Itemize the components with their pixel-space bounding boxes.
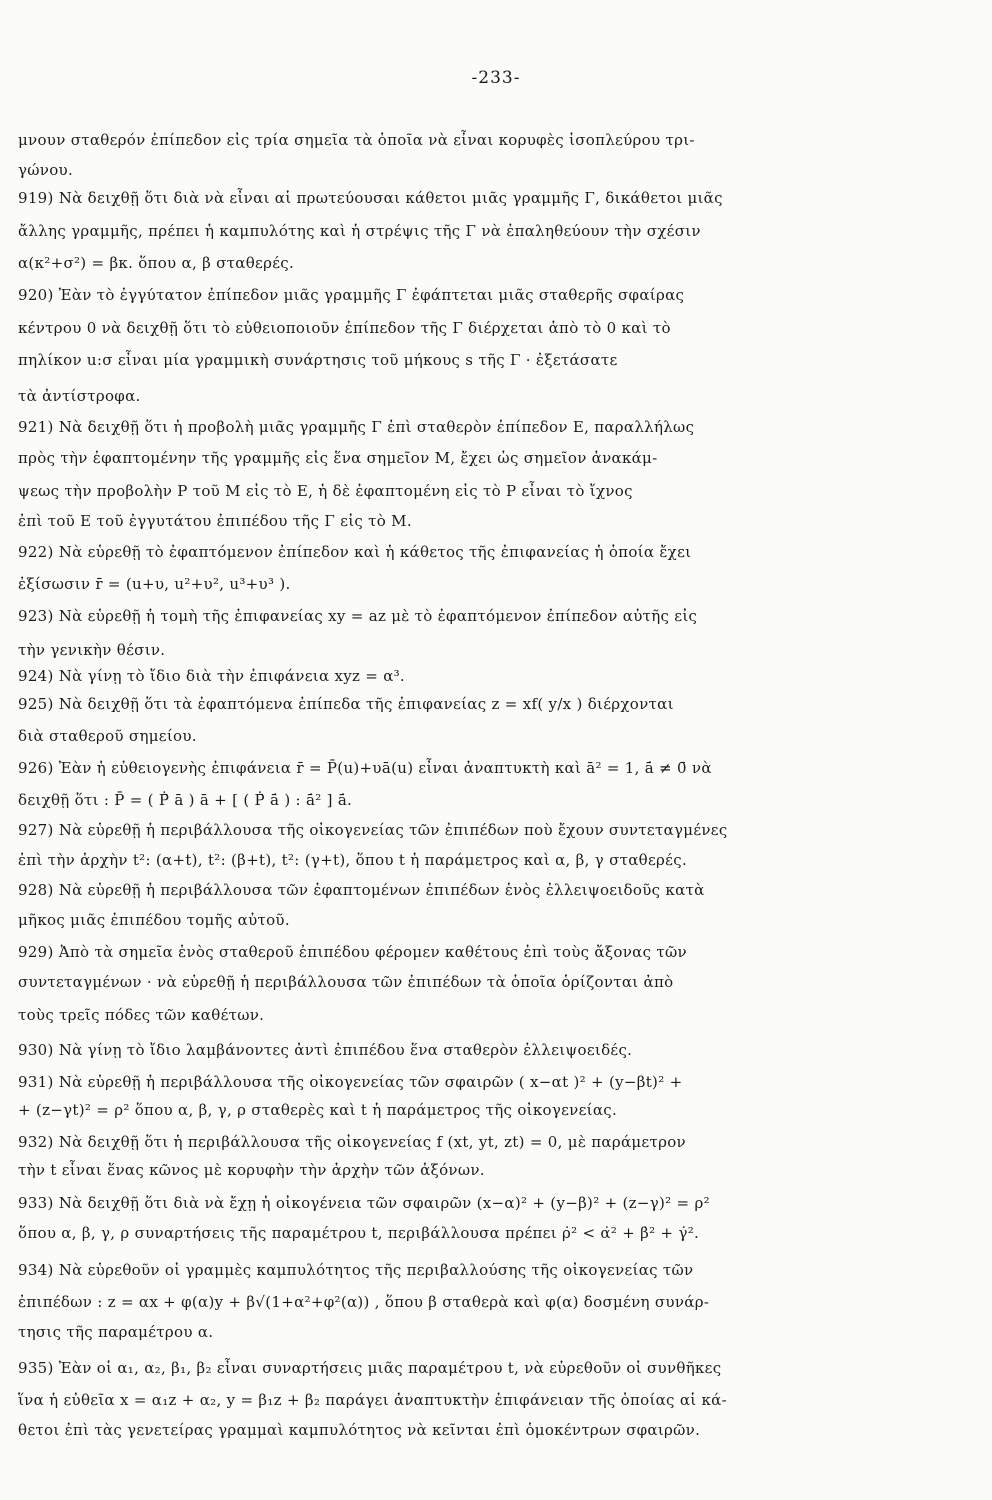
text-line: ἐπιπέδων : z = αx + φ(α)y + β√(1+α²+φ²(α)) , ὅπου β σταθερὰ καὶ φ(α) δοσμένη συνάρ- [18,1293,710,1311]
text-line: 931) Νὰ εὑρεθῇ ἡ περιβάλλουσα τῆς οἰκογενείας τῶν σφαιρῶν ( x−αt )² + (y−βt)² + [18,1073,683,1091]
text-line: δειχθῇ ὅτι : P̄ = ( Ṗ̄ ā ) ā + [ ( Ṗ̄ ā̇ ) : ā̇² ] ā̇. [18,791,353,809]
text-line: 926) Ἐὰν ἡ εὐθειογενὴς ἐπιφάνεια r̄ = P̄(u)+υā(u) εἶναι ἀναπτυκτὴ καὶ ā² = 1, ā̇ ≠ 0̄ νὰ [18,759,712,777]
text-line: τὴν t εἶναι ἕνας κῶνος μὲ κορυφὴν τὴν ἀρχὴν τῶν ἀξόνων. [18,1161,485,1179]
text-line: κέντρου 0 νὰ δειχθῇ ὅτι τὸ εὐθειοποιοῦν ἐπίπεδον τῆς Γ διέρχεται ἀπὸ τὸ 0 καὶ τὸ [18,319,671,337]
text-line: ἐπὶ τοῦ Ε τοῦ ἐγγυτάτου ἐπιπέδου τῆς Γ εἰς τὸ Μ. [18,512,412,530]
text-line: ἐξίσωσιν r̄ = (u+υ, u²+υ², u³+υ³ ). [18,575,291,593]
text-line: μνουν σταθερόν ἐπίπεδον εἰς τρία σημεῖα τὰ ὁποῖα νὰ εἶναι κορυφὲς ἰσοπλεύρου τρι- [18,131,695,149]
text-line: 925) Νὰ δειχθῇ ὅτι τὰ ἐφαπτόμενα ἐπίπεδα τῆς ἐπιφανείας z = xf( y/x ) διέρχονται [18,695,674,713]
text-line: + (z−γt)² = ρ² ὅπου α, β, γ, ρ σταθερὲς καὶ t ἡ παράμετρος τῆς οἰκογενείας. [18,1101,618,1119]
text-line: 920) Ἐὰν τὸ ἐγγύτατον ἐπίπεδον μιᾶς γραμμῆς Γ ἐφάπτεται μιᾶς σταθερῆς σφαίρας [18,286,685,304]
text-line: μῆκος μιᾶς ἐπιπέδου τομῆς αὐτοῦ. [18,911,290,929]
text-line: 921) Νὰ δειχθῇ ὅτι ἡ προβολὴ μιᾶς γραμμῆς Γ ἐπὶ σταθερὸν ἐπίπεδον Ε, παραλλήλως [18,418,695,436]
text-line: ἄλλης γραμμῆς, πρέπει ἡ καμπυλότης καὶ ἡ στρέψις τῆς Γ νὰ ἐπαληθεύουν τὴν σχέσιν [18,222,701,240]
text-line: 930) Νὰ γίνῃ τὸ ἴδιο λαμβάνοντες ἀντὶ ἐπιπέδου ἕνα σταθερὸν ἐλλειψοειδές. [18,1041,633,1059]
text-line: 934) Νὰ εὑρεθοῦν οἱ γραμμὲς καμπυλότητος τῆς περιβαλλούσης τῆς οἰκογενείας τῶν [18,1261,694,1279]
text-line: 924) Νὰ γίνῃ τὸ ἴδιο διὰ τὴν ἐπιφάνεια xyz = α³. [18,667,406,685]
text-line: 923) Νὰ εὑρεθῇ ἡ τομὴ τῆς ἐπιφανείας xy = az μὲ τὸ ἐφαπτόμενον ἐπίπεδον αὐτῆς εἰς [18,607,698,625]
text-line: 919) Νὰ δειχθῇ ὅτι διὰ νὰ εἶναι αἱ πρωτεύουσαι κάθετοι μιᾶς γραμμῆς Γ, δικάθετοι μιᾶς [18,189,723,207]
text-line: 935) Ἐὰν οἱ α₁, α₂, β₁, β₂ εἶναι συναρτήσεις μιᾶς παραμέτρου t, νὰ εὑρεθοῦν οἱ συνθῆκες [18,1359,722,1377]
text-line: 932) Νὰ δειχθῇ ὅτι ἡ περιβάλλουσα τῆς οἰκογενείας f (xt, yt, zt) = 0, μὲ παράμετρον [18,1133,686,1151]
text-line: ἵνα ἡ εὐθεῖα x = α₁z + α₂, y = β₁z + β₂ παράγει ἀναπτυκτὴν ἐπιφάνειαν τῆς ὁποίας αἱ κά- [18,1391,727,1409]
text-line: γώνου. [18,161,74,179]
text-line: 927) Νὰ εὑρεθῇ ἡ περιβάλλουσα τῆς οἰκογενείας τῶν ἐπιπέδων ποὺ ἔχουν συντεταγμένες [18,821,728,839]
text-line: συντεταγμένων · νὰ εὑρεθῇ ἡ περιβάλλουσα τῶν ἐπιπέδων τὰ ὁποῖα ὁρίζονται ἀπὸ [18,973,674,991]
text-line: πηλίκον u:σ εἶναι μία γραμμικὴ συνάρτησις τοῦ μήκους s τῆς Γ · ἐξετάσατε [18,351,618,369]
text-line: διὰ σταθεροῦ σημείου. [18,727,197,745]
text-line: 929) Ἀπὸ τὰ σημεῖα ἑνὸς σταθεροῦ ἐπιπέδου φέρομεν καθέτους ἐπὶ τοὺς ἄξονας τῶν [18,943,687,961]
text-line: τὴν γενικὴν θέσιν. [18,641,166,659]
text-line: ἐπὶ τὴν ἀρχὴν t²: (α+t), t²: (β+t), t²: (γ+t), ὅπου t ἡ παράμετρος καὶ α, β, γ σταθερές. [18,851,688,869]
page-number: -233- [471,68,521,88]
text-line: ὅπου α, β, γ, ρ συναρτήσεις τῆς παραμέτρου t, περιβάλλουσα πρέπει ρ̇² < α̇² + β̇² + γ̇². [18,1224,700,1242]
text-line: τησις τῆς παραμέτρου α. [18,1323,214,1341]
text-line: τὰ ἀντίστροφα. [18,387,141,405]
text-line: τοὺς τρεῖς πόδες τῶν καθέτων. [18,1006,265,1024]
text-line: α(κ²+σ²) = βκ. ὅπου α, β σταθερές. [18,254,295,272]
text-line: θετοι ἐπὶ τὰς γενετείρας γραμμαὶ καμπυλότητος νὰ κεῖνται ἐπὶ ὁμοκέντρων σφαιρῶν. [18,1421,701,1439]
text-line: 933) Νὰ δειχθῇ ὅτι διὰ νὰ ἔχῃ ἡ οἰκογένεια τῶν σφαιρῶν (x−α)² + (y−β)² + (z−γ)² = ρ² [18,1194,710,1212]
text-line: 928) Νὰ εὑρεθῇ ἡ περιβάλλουσα τῶν ἐφαπτομένων ἐπιπέδων ἑνὸς ἐλλειψοειδοῦς κατὰ [18,881,705,899]
text-line: πρὸς τὴν ἐφαπτομένην τῆς γραμμῆς εἰς ἕνα σημεῖον Μ, ἔχει ὡς σημεῖον ἀνακάμ- [18,449,658,467]
text-line: 922) Νὰ εὑρεθῇ τὸ ἐφαπτόμενον ἐπίπεδον καὶ ἡ κάθετος τῆς ἐπιφανείας ἡ ὁποία ἔχει [18,543,692,561]
text-line: ψεως τὴν προβολὴν Ρ τοῦ Μ εἰς τὸ Ε, ἡ δὲ ἐφαπτομένη εἰς τὸ Ρ εἶναι τὸ ἴχνος [18,482,633,500]
